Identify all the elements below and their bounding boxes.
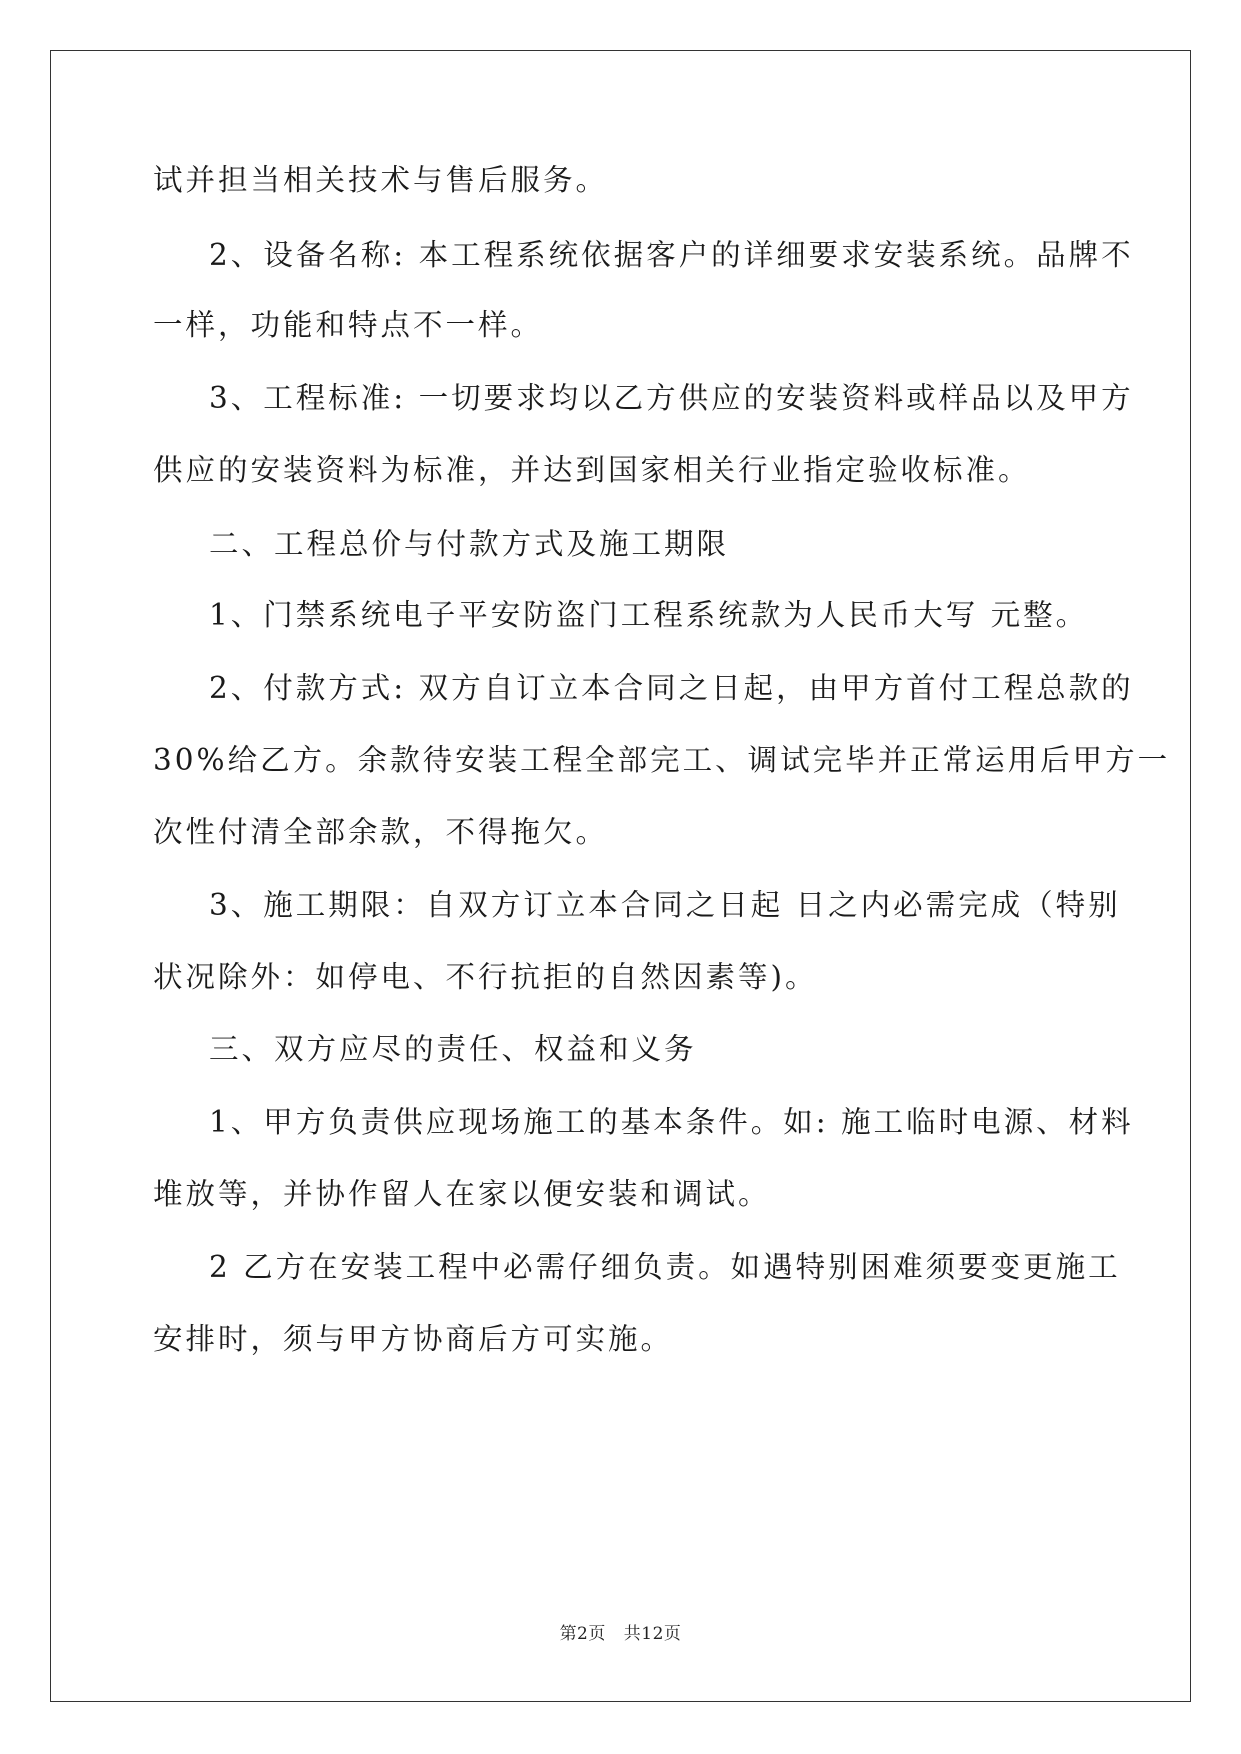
section-heading: 三、双方应尽的责任、权益和义务 — [209, 1032, 697, 1066]
page-total: 共12页 — [623, 1624, 682, 1644]
text-line: 安排时，须与甲方协商后方可实施。 — [153, 1322, 674, 1356]
text-line: 1、甲方负责供应现场施工的基本条件。如: 施工临时电源、材料 — [209, 1105, 1134, 1139]
text-line: 堆放等，并协作留人在家以便安装和调试。 — [153, 1177, 771, 1211]
text-line: 2、付款方式: 双方自订立本合同之日起，由甲方首付工程总款的 — [209, 671, 1134, 705]
page-footer — [0, 1622, 1241, 1646]
page-border — [50, 50, 1191, 1702]
text-line: 试并担当相关技术与售后服务。 — [153, 163, 609, 197]
text-line: 2 乙方在安装工程中必需仔细负责。如遇特别困难须要变更施工 — [209, 1250, 1121, 1284]
text-line: 30%给乙方。余款待安装工程全部完工、调试完毕并正常运用后甲方一 — [153, 743, 1171, 777]
section-heading: 二、工程总价与付款方式及施工期限 — [209, 527, 730, 561]
text-line: 状况除外：如停电、不行抗拒的自然因素等)。 — [153, 960, 818, 994]
text-line: 次性付清全部余款，不得拖欠。 — [153, 815, 609, 849]
text-line: 2、设备名称: 本工程系统依据客户的详细要求安装系统。品牌不 — [209, 238, 1134, 272]
text-line: 供应的安装资料为标准，并达到国家相关行业指定验收标准。 — [153, 453, 1031, 487]
page-number: 第2页 — [559, 1624, 606, 1644]
text-line: 1、门禁系统电子平安防盗门工程系统款为人民币大写 元整。 — [209, 598, 1089, 632]
text-line: 一样，功能和特点不一样。 — [153, 308, 544, 342]
text-line: 3、工程标准: 一切要求均以乙方供应的安装资料或样品以及甲方 — [209, 381, 1134, 415]
text-line: 3、施工期限：自双方订立本合同之日起 日之内必需完成（特别 — [209, 888, 1121, 922]
